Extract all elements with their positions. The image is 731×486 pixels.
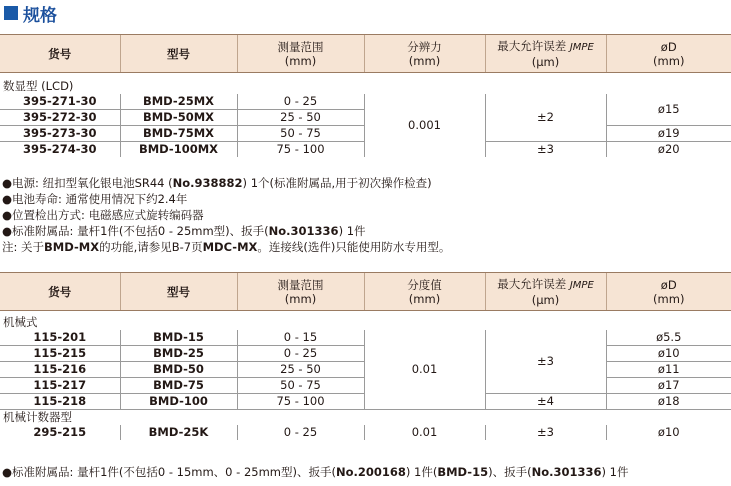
header-resolution-unit: (mm) xyxy=(408,53,441,68)
cell-code: 115-218 xyxy=(33,394,87,408)
cell-od: ø10 xyxy=(606,346,731,362)
cell-range: 0 - 15 xyxy=(237,330,364,346)
header-model: 型号 xyxy=(120,273,237,311)
note-battery: ●电池寿命: 通常使用情况下约2.4年 xyxy=(2,192,188,206)
header-error-unit: (μm) xyxy=(531,54,560,69)
note-encoder: ●位置检出方式: 电磁感应式旋转编码器 xyxy=(2,208,204,222)
header-code: 货号 xyxy=(0,273,120,311)
cell-range: 25 - 50 xyxy=(237,110,364,126)
cell-od: ø18 xyxy=(606,394,731,410)
cell-code: 295-215 xyxy=(33,425,87,439)
cell-model: BMD-25MX xyxy=(120,94,237,110)
cell-model: BMD-100MX xyxy=(120,142,237,158)
header-error-jmpe: JMPE xyxy=(569,279,594,291)
header-range-label: 测量范围 xyxy=(277,39,324,54)
cell-model: BMD-25 xyxy=(120,346,237,362)
cell-code: 395-273-30 xyxy=(0,126,120,142)
notes-mechanical xyxy=(2,464,628,480)
header-model: 型号 xyxy=(120,35,237,73)
cell-model: BMD-50 xyxy=(120,362,237,378)
header-od-label: øD xyxy=(660,277,677,292)
cell-range: 25 - 50 xyxy=(237,362,364,378)
cell-range: 50 - 75 xyxy=(237,378,364,394)
section-title-text: 规格 xyxy=(23,5,57,26)
cell-graduation: 0.01 xyxy=(364,425,485,440)
table-header-row xyxy=(0,273,731,311)
header-resolution xyxy=(364,35,485,73)
header-error xyxy=(485,273,606,311)
header-range-unit: (mm) xyxy=(284,53,317,68)
header-range-unit: (mm) xyxy=(284,291,317,306)
header-od-label: øD xyxy=(660,39,677,54)
cell-code: 395-272-30 xyxy=(0,110,120,126)
cell-model: BMD-100 xyxy=(120,394,237,410)
cell-code: 395-271-30 xyxy=(0,94,120,110)
cell-error: ±3 xyxy=(485,425,606,440)
note-power: ●电源: 纽扣型氧化银电池SR44 (No.938882) 1个(标准附属品,用于初次操作检查) xyxy=(2,176,432,190)
header-error-unit: (μm) xyxy=(531,292,560,307)
header-error xyxy=(485,35,606,73)
group-label-mechanical: 机械式 xyxy=(3,315,38,329)
cell-range: 50 - 75 xyxy=(237,126,364,142)
note-remark: 注: 关于BMD-MX的功能,请参见B-7页MDC-MX。连接线(选件)只能使用防水专用型。 xyxy=(2,240,451,254)
cell-model: BMD-75MX xyxy=(120,126,237,142)
cell-od: ø19 xyxy=(606,126,731,142)
table-header-row xyxy=(0,35,731,73)
cell-error: ±3 xyxy=(485,142,606,158)
cell-error: ±3 xyxy=(485,330,606,394)
note-accessories-mechanical: ●标准附属品: 量杆1件(不包括0 - 15mm、0 - 25mm型)、扳手(No.200168) 1件(BMD-15)、扳手(No.301336) 1件 xyxy=(2,465,629,479)
header-od xyxy=(606,273,731,311)
cell-error: ±2 xyxy=(485,94,606,142)
header-code: 货号 xyxy=(0,35,120,73)
header-resolution-label: 分辨力 xyxy=(407,39,442,54)
cell-od: ø17 xyxy=(606,378,731,394)
header-od-unit: (mm) xyxy=(653,53,685,68)
header-error-jmpe: JMPE xyxy=(569,41,594,53)
header-od-unit: (mm) xyxy=(653,291,685,306)
cell-code: 115-216 xyxy=(0,362,120,378)
group-label-digital: 数显型 (LCD) xyxy=(3,79,74,93)
cell-od: ø15 xyxy=(606,94,731,126)
header-error-label: 最大允许误差 xyxy=(497,38,567,53)
cell-od: ø5.5 xyxy=(606,330,731,346)
cell-model: BMD-50MX xyxy=(120,110,237,126)
cell-od: ø10 xyxy=(606,425,731,440)
header-graduation-unit: (mm) xyxy=(408,291,441,306)
table-row xyxy=(0,425,731,440)
cell-code: 115-215 xyxy=(0,346,120,362)
cell-od: ø11 xyxy=(606,362,731,378)
header-error-label: 最大允许误差 xyxy=(497,276,567,291)
notes-digital xyxy=(2,175,450,255)
header-graduation-label: 分度值 xyxy=(407,277,442,292)
header-range xyxy=(237,35,364,73)
cell-code: 395-274-30 xyxy=(22,142,97,156)
cell-model: BMD-25K xyxy=(120,425,237,440)
cell-model: BMD-75 xyxy=(120,378,237,394)
cell-resolution: 0.001 xyxy=(364,94,485,157)
cell-od: ø20 xyxy=(606,142,731,158)
cell-code: 115-217 xyxy=(0,378,120,394)
cell-range: 0 - 25 xyxy=(237,94,364,110)
section-title xyxy=(4,2,57,24)
group-label-counter: 机械计数器型 xyxy=(0,410,731,426)
cell-model: BMD-15 xyxy=(120,330,237,346)
cell-error: ±4 xyxy=(485,394,606,410)
header-od xyxy=(606,35,731,73)
cell-range: 75 - 100 xyxy=(237,394,364,410)
cell-range: 0 - 25 xyxy=(237,346,364,362)
table-row xyxy=(0,94,731,110)
header-range xyxy=(237,273,364,311)
cell-code: 115-201 xyxy=(0,330,120,346)
spec-table-digital xyxy=(0,34,731,157)
cell-range: 0 - 25 xyxy=(237,425,364,440)
header-graduation xyxy=(364,273,485,311)
cell-graduation: 0.01 xyxy=(364,330,485,410)
title-square-icon xyxy=(4,6,18,20)
spec-table-mechanical xyxy=(0,272,731,440)
table-row xyxy=(0,330,731,346)
note-accessories: ●标准附属品: 量杆1件(不包括0 - 25mm型)、扳手(No.301336) 1件 xyxy=(2,224,366,238)
cell-range: 75 - 100 xyxy=(237,142,364,158)
header-range-label: 测量范围 xyxy=(277,277,324,292)
